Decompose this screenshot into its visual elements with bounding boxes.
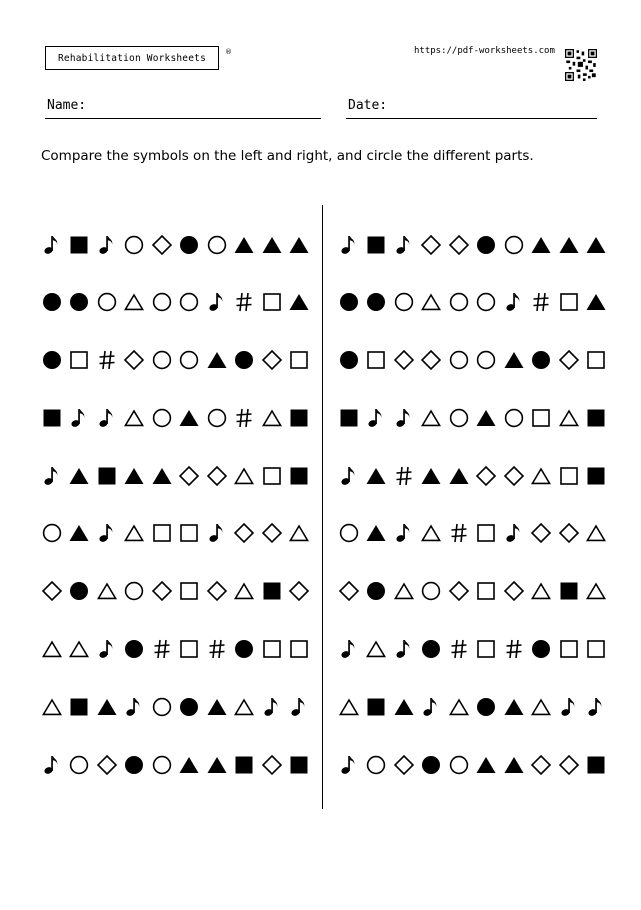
outline-circle-icon[interactable] [148,751,176,779]
symbol-row-right [335,635,610,663]
outline-diamond-icon[interactable] [258,519,286,547]
outline-circle-icon[interactable] [203,231,231,259]
filled-triangle-icon[interactable] [66,519,94,547]
filled-circle-icon[interactable] [473,231,501,259]
outline-triangle-icon[interactable] [38,693,66,721]
outline-triangle-icon[interactable] [363,635,391,663]
note-icon[interactable] [258,693,286,721]
symbol-row-right [335,231,610,259]
outline-square-icon[interactable] [176,635,204,663]
filled-triangle-icon[interactable] [93,693,121,721]
outline-diamond-icon[interactable] [231,519,259,547]
note-icon[interactable] [335,231,363,259]
symbol-row-right [335,519,610,547]
note-icon[interactable] [335,635,363,663]
filled-circle-icon[interactable] [176,231,204,259]
filled-triangle-icon[interactable] [500,751,528,779]
filled-triangle-icon[interactable] [528,231,556,259]
note-icon[interactable] [38,231,66,259]
filled-circle-icon[interactable] [176,693,204,721]
filled-square-icon[interactable] [583,462,611,490]
filled-circle-icon[interactable] [418,751,446,779]
note-icon[interactable] [390,231,418,259]
symbol-row-right [335,404,610,432]
filled-triangle-icon[interactable] [176,751,204,779]
outline-triangle-icon[interactable] [121,288,149,316]
outline-diamond-icon[interactable] [38,577,66,605]
symbol-row-left [38,577,313,605]
note-icon[interactable] [203,519,231,547]
filled-square-icon[interactable] [335,404,363,432]
outline-triangle-icon[interactable] [418,519,446,547]
filled-circle-icon[interactable] [335,346,363,374]
outline-diamond-icon[interactable] [473,462,501,490]
filled-triangle-icon[interactable] [473,404,501,432]
symbol-row-left [38,346,313,374]
outline-triangle-icon[interactable] [66,635,94,663]
filled-square-icon[interactable] [231,751,259,779]
date-label: Date: [348,98,388,113]
filled-triangle-icon[interactable] [390,693,418,721]
outline-square-icon[interactable] [363,346,391,374]
outline-diamond-icon[interactable] [445,577,473,605]
outline-diamond-icon[interactable] [418,231,446,259]
note-icon[interactable] [555,693,583,721]
filled-square-icon[interactable] [555,577,583,605]
outline-triangle-icon[interactable] [231,693,259,721]
note-icon[interactable] [335,751,363,779]
filled-circle-icon[interactable] [335,288,363,316]
filled-circle-icon[interactable] [38,346,66,374]
outline-square-icon[interactable] [528,404,556,432]
note-icon[interactable] [363,404,391,432]
symbol-row-right [335,346,610,374]
outline-circle-icon[interactable] [93,288,121,316]
outline-circle-icon[interactable] [66,751,94,779]
sharp-icon[interactable] [203,635,231,663]
filled-triangle-icon[interactable] [148,462,176,490]
filled-square-icon[interactable] [363,231,391,259]
outline-square-icon[interactable] [258,635,286,663]
symbol-row-left [38,635,313,663]
outline-square-icon[interactable] [258,288,286,316]
filled-triangle-icon[interactable] [500,693,528,721]
filled-triangle-icon[interactable] [286,231,314,259]
note-icon[interactable] [390,404,418,432]
outline-diamond-icon[interactable] [418,346,446,374]
outline-circle-icon[interactable] [363,751,391,779]
outline-square-icon[interactable] [258,462,286,490]
filled-triangle-icon[interactable] [286,288,314,316]
outline-diamond-icon[interactable] [528,519,556,547]
filled-triangle-icon[interactable] [258,231,286,259]
filled-triangle-icon[interactable] [203,751,231,779]
note-icon[interactable] [93,635,121,663]
outline-diamond-icon[interactable] [555,519,583,547]
filled-square-icon[interactable] [93,462,121,490]
note-icon[interactable] [418,693,446,721]
outline-diamond-icon[interactable] [176,462,204,490]
outline-triangle-icon[interactable] [390,577,418,605]
outline-diamond-icon[interactable] [121,346,149,374]
note-icon[interactable] [38,751,66,779]
filled-triangle-icon[interactable] [555,231,583,259]
note-icon[interactable] [121,693,149,721]
outline-diamond-icon[interactable] [500,462,528,490]
outline-diamond-icon[interactable] [335,577,363,605]
note-icon[interactable] [38,462,66,490]
filled-triangle-icon[interactable] [445,462,473,490]
outline-circle-icon[interactable] [335,519,363,547]
filled-triangle-icon[interactable] [203,693,231,721]
symbol-row-left [38,462,313,490]
filled-circle-icon[interactable] [38,288,66,316]
instruction-text: Compare the symbols on the left and right, and circle the different parts. [41,148,534,164]
note-icon[interactable] [583,693,611,721]
filled-triangle-icon[interactable] [176,404,204,432]
filled-square-icon[interactable] [583,404,611,432]
note-icon[interactable] [390,635,418,663]
filled-square-icon[interactable] [38,404,66,432]
outline-square-icon[interactable] [473,577,501,605]
outline-triangle-icon[interactable] [555,404,583,432]
note-icon[interactable] [93,404,121,432]
outline-diamond-icon[interactable] [258,346,286,374]
outline-diamond-icon[interactable] [203,462,231,490]
filled-circle-icon[interactable] [66,577,94,605]
outline-circle-icon[interactable] [445,288,473,316]
note-icon[interactable] [390,519,418,547]
outline-diamond-icon[interactable] [390,751,418,779]
sharp-icon[interactable] [500,635,528,663]
outline-triangle-icon[interactable] [418,288,446,316]
filled-triangle-icon[interactable] [473,751,501,779]
outline-diamond-icon[interactable] [555,346,583,374]
outline-circle-icon[interactable] [38,519,66,547]
sharp-icon[interactable] [445,635,473,663]
sharp-icon[interactable] [528,288,556,316]
filled-triangle-icon[interactable] [203,346,231,374]
site-url[interactable]: https://pdf-worksheets.com [414,46,555,56]
note-icon[interactable] [500,519,528,547]
filled-circle-icon[interactable] [121,635,149,663]
outline-square-icon[interactable] [473,519,501,547]
filled-triangle-icon[interactable] [363,519,391,547]
outline-triangle-icon[interactable] [258,404,286,432]
note-icon[interactable] [66,404,94,432]
symbol-row-right [335,751,610,779]
outline-square-icon[interactable] [148,519,176,547]
symbol-row-left [38,751,313,779]
outline-diamond-icon[interactable] [390,346,418,374]
name-field[interactable] [45,96,321,119]
outline-diamond-icon[interactable] [148,231,176,259]
outline-triangle-icon[interactable] [583,519,611,547]
outline-triangle-icon[interactable] [38,635,66,663]
symbol-row-right [335,288,610,316]
outline-diamond-icon[interactable] [500,577,528,605]
center-divider [322,205,323,809]
outline-circle-icon[interactable] [473,288,501,316]
filled-circle-icon[interactable] [66,288,94,316]
filled-triangle-icon[interactable] [66,462,94,490]
outline-square-icon[interactable] [286,346,314,374]
outline-triangle-icon[interactable] [445,693,473,721]
outline-square-icon[interactable] [473,635,501,663]
outline-circle-icon[interactable] [121,577,149,605]
outline-square-icon[interactable] [286,635,314,663]
outline-triangle-icon[interactable] [528,693,556,721]
outline-diamond-icon[interactable] [286,577,314,605]
filled-triangle-icon[interactable] [583,231,611,259]
outline-circle-icon[interactable] [203,404,231,432]
filled-circle-icon[interactable] [473,693,501,721]
note-icon[interactable] [500,288,528,316]
filled-circle-icon[interactable] [363,288,391,316]
outline-diamond-icon[interactable] [148,577,176,605]
note-icon[interactable] [203,288,231,316]
outline-diamond-icon[interactable] [445,231,473,259]
sharp-icon[interactable] [93,346,121,374]
outline-square-icon[interactable] [66,346,94,374]
filled-circle-icon[interactable] [418,635,446,663]
outline-circle-icon[interactable] [148,346,176,374]
outline-triangle-icon[interactable] [121,519,149,547]
outline-circle-icon[interactable] [473,346,501,374]
filled-square-icon[interactable] [286,404,314,432]
outline-triangle-icon[interactable] [528,577,556,605]
registered-mark: ® [225,48,232,56]
filled-triangle-icon[interactable] [500,346,528,374]
outline-triangle-icon[interactable] [418,404,446,432]
outline-diamond-icon[interactable] [258,751,286,779]
outline-triangle-icon[interactable] [335,693,363,721]
filled-triangle-icon[interactable] [231,231,259,259]
outline-square-icon[interactable] [176,577,204,605]
symbol-row-right [335,462,610,490]
name-label: Name: [47,98,87,113]
outline-circle-icon[interactable] [176,346,204,374]
outline-triangle-icon[interactable] [121,404,149,432]
qr-code-icon [565,49,597,81]
filled-square-icon[interactable] [258,577,286,605]
outline-square-icon[interactable] [555,635,583,663]
outline-circle-icon[interactable] [500,231,528,259]
outline-square-icon[interactable] [176,519,204,547]
sharp-icon[interactable] [390,462,418,490]
outline-circle-icon[interactable] [445,404,473,432]
date-field[interactable] [346,96,597,119]
filled-square-icon[interactable] [583,751,611,779]
filled-circle-icon[interactable] [528,635,556,663]
outline-diamond-icon[interactable] [555,751,583,779]
filled-triangle-icon[interactable] [583,288,611,316]
outline-circle-icon[interactable] [148,288,176,316]
filled-triangle-icon[interactable] [418,462,446,490]
outline-diamond-icon[interactable] [93,751,121,779]
filled-square-icon[interactable] [286,462,314,490]
filled-circle-icon[interactable] [231,346,259,374]
filled-square-icon[interactable] [66,231,94,259]
outline-triangle-icon[interactable] [286,519,314,547]
outline-triangle-icon[interactable] [528,462,556,490]
outline-circle-icon[interactable] [121,231,149,259]
outline-triangle-icon[interactable] [583,577,611,605]
note-icon[interactable] [93,231,121,259]
filled-triangle-icon[interactable] [363,462,391,490]
filled-circle-icon[interactable] [528,346,556,374]
symbol-row-left [38,693,313,721]
outline-square-icon[interactable] [583,635,611,663]
outline-circle-icon[interactable] [148,404,176,432]
brand-label: Rehabilitation Worksheets [45,46,219,70]
filled-triangle-icon[interactable] [121,462,149,490]
note-icon[interactable] [335,462,363,490]
symbol-row-left [38,404,313,432]
outline-circle-icon[interactable] [390,288,418,316]
symbol-row-right [335,577,610,605]
sharp-icon[interactable] [231,404,259,432]
outline-triangle-icon[interactable] [93,577,121,605]
sharp-icon[interactable] [445,519,473,547]
symbol-row-right [335,693,610,721]
outline-triangle-icon[interactable] [231,577,259,605]
sharp-icon[interactable] [148,635,176,663]
note-icon[interactable] [93,519,121,547]
filled-circle-icon[interactable] [363,577,391,605]
note-icon[interactable] [286,693,314,721]
outline-square-icon[interactable] [555,462,583,490]
outline-circle-icon[interactable] [418,577,446,605]
outline-circle-icon[interactable] [445,346,473,374]
outline-square-icon[interactable] [583,346,611,374]
symbol-row-left [38,288,313,316]
outline-square-icon[interactable] [555,288,583,316]
sharp-icon[interactable] [231,288,259,316]
outline-circle-icon[interactable] [176,288,204,316]
filled-square-icon[interactable] [66,693,94,721]
outline-diamond-icon[interactable] [528,751,556,779]
filled-square-icon[interactable] [286,751,314,779]
outline-triangle-icon[interactable] [231,462,259,490]
outline-circle-icon[interactable] [148,693,176,721]
symbol-row-left [38,231,313,259]
outline-circle-icon[interactable] [445,751,473,779]
filled-circle-icon[interactable] [231,635,259,663]
outline-circle-icon[interactable] [500,404,528,432]
symbol-row-left [38,519,313,547]
outline-diamond-icon[interactable] [203,577,231,605]
filled-square-icon[interactable] [363,693,391,721]
filled-circle-icon[interactable] [121,751,149,779]
